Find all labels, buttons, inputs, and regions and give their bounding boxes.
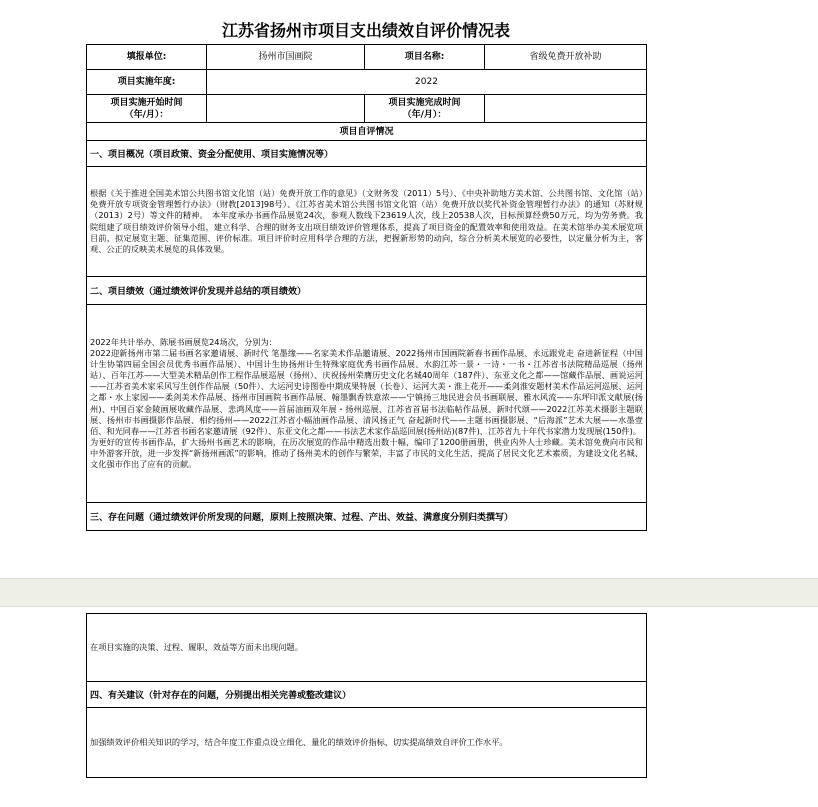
section1-body-row [87, 167, 646, 277]
project-name-label: 项目名称: [365, 45, 485, 69]
unit-label: 填报单位: [87, 45, 207, 69]
section4-body: 加强绩效评价相关知识的学习，结合年度工作重点设立细化、量化的绩效评价指标，切实提高绩效自评价工作水平。 [90, 736, 508, 747]
evaluation-table-upper [86, 44, 647, 531]
section2-heading: 二、项目绩效（通过绩效评价发现并总结的项目绩效） [90, 287, 307, 297]
section2-body-intro: 2022年共计举办、陈展书画展览24场次，分别为： [90, 336, 277, 347]
section1-heading: 一、项目概况（项目政策、资金分配使用、项目实施情况等） [90, 150, 334, 160]
unit-value: 扬州市国画院 [207, 45, 365, 69]
info-row-year [87, 70, 646, 95]
page-title: 江苏省扬州市项目支出绩效自评价情况表 [221, 21, 510, 40]
page-break-gap [0, 578, 818, 607]
info-row-dates [87, 95, 646, 123]
section3-body: 在项目实施的决策、过程、履职、效益等方面未出现问题。 [90, 641, 303, 652]
section3-heading: 三、存在问题（通过绩效评价所发现的问题，原则上按照决策、过程、产出、效益、满意度分别归类撰写） [90, 513, 514, 523]
info-row-unit [87, 44, 646, 70]
section4-heading: 四、有关建议（针对存在的问题，分别提出相关完善或整改建议） [90, 691, 352, 701]
section2-heading-row [87, 277, 646, 305]
section1-heading-row [87, 141, 646, 167]
section1-body: 根据《关于推进全国美术馆公共图书馆文化馆（站）免费开放工作的意见》（文财务发（2011）5号）、《中央补助地方美术馆、公共图书馆、文化馆（站）免费开放专项资金管理暂行办法》（财教[2013]98号）、《江苏省美术馆公共图书馆文化馆（站）免费开放以奖代补资金管理暂行办法》的通知（苏财规（2013）2号）等文件的精神。 本年度承办书画作品展览24次，参观人数线下23619人次，线上20538人次，目标预算经费50万元，均为劳务费。我院组建了项目绩效评价领导小组，建立科学、合理的财务支出项目绩效评价管理体系，提高了项目资金的配置效率和使用效益。在美术馆举办美术展览项目前，拟定展览主题、征集范围、评价标准。项目评价时应用科学合理的方法，把握新形势的动向，综合分析美术展览的必要性，以定量分析为主，客观、公正的反映美术展览的具体效果。 [90, 188, 643, 254]
start-time-label: 项目实施开始时间 （年/月）： [87, 95, 207, 122]
self-eval-header-row [87, 123, 646, 141]
section4-body-row [87, 708, 646, 778]
start-time-value [207, 95, 365, 122]
section4-heading-row [87, 682, 646, 708]
year-value: 2022 [415, 77, 438, 87]
section2-body-impact: 为更好的宣传书画作品，扩大扬州书画艺术的影响，在历次展览的作品中精选出数十幅，编印了1200册画册，供业内外人士珍藏。美术馆免费向市民和中外游客开放，进一步发挥“新扬州画派”的影响，推动了扬州美术的创作与繁荣，丰富了市民的文化生活，提高了居民文化艺术素质，为建设文化名城、文化强市作出了应有的贡献。 [90, 436, 643, 469]
year-label: 项目实施年度: [87, 70, 207, 94]
project-name-value: 省级免费开放补助 [529, 52, 602, 62]
section3-body-row [87, 613, 646, 682]
end-time-label: 项目实施完成时间 （年/月）： [365, 95, 485, 122]
section2-body [87, 305, 646, 502]
section2-body-exhibitions: 2022迎新扬州市第二届书画名家邀请展、新时代 笔墨缘——名家美术作品邀请展、2022扬州市国画院新春书画作品展、永远跟党走 奋进新征程（中国计生协第四届全国会员优秀书画作品展）、中国计生协扬州计生特殊家庭优秀书画作品展、水韵江苏一景・一诗・一书・江苏省书法院精品巡展（扬州站）、百年江苏——大型美术精品创作工程作品展巡展（扬州）、庆祝扬州荣膺历史文化名城40周年（187件）、东亚文化之都——馆藏作品展、画说运河——江苏省美术家采风写生创作作品展（50件）、大运河史诗图卷中期成果特展（长卷）、运河大美・淮上花开——柔剑淮安题材美术作品运河巡展、运河之都・水上家园——柔剑美术作品展、扬州市国画院书画作品展、翰墨飘香铁意浓——宁镇扬三地民进会员书画联展、雅水风流——东坪印派文献展(扬州)、中国百家金陵画展收藏作品展、悲鸿风度——首届油画双年展・扬州巡展、江苏省首届书法临帖作品展、新时代颂——2022江苏美术摄影主题联展、扬州市书画摄影作品展、相约扬州——2022江苏省小幅油画作品展、清风扬正气 奋起新时代——主题书画摄影展、“后海派”艺术大展——水墨壹佰、和光同春——江苏省书画名家邀请展（92件）、东亚文化之都——书法艺术家作品巡回展(扬州站)(87件)、江苏省九十年代书家潜力发现展(150件)。 [90, 348, 643, 436]
section3-heading-row [87, 503, 646, 531]
evaluation-table-lower [86, 613, 647, 778]
self-eval-header: 项目自评情况 [339, 126, 394, 137]
end-time-value [485, 95, 646, 122]
section2-body-row [87, 305, 646, 503]
